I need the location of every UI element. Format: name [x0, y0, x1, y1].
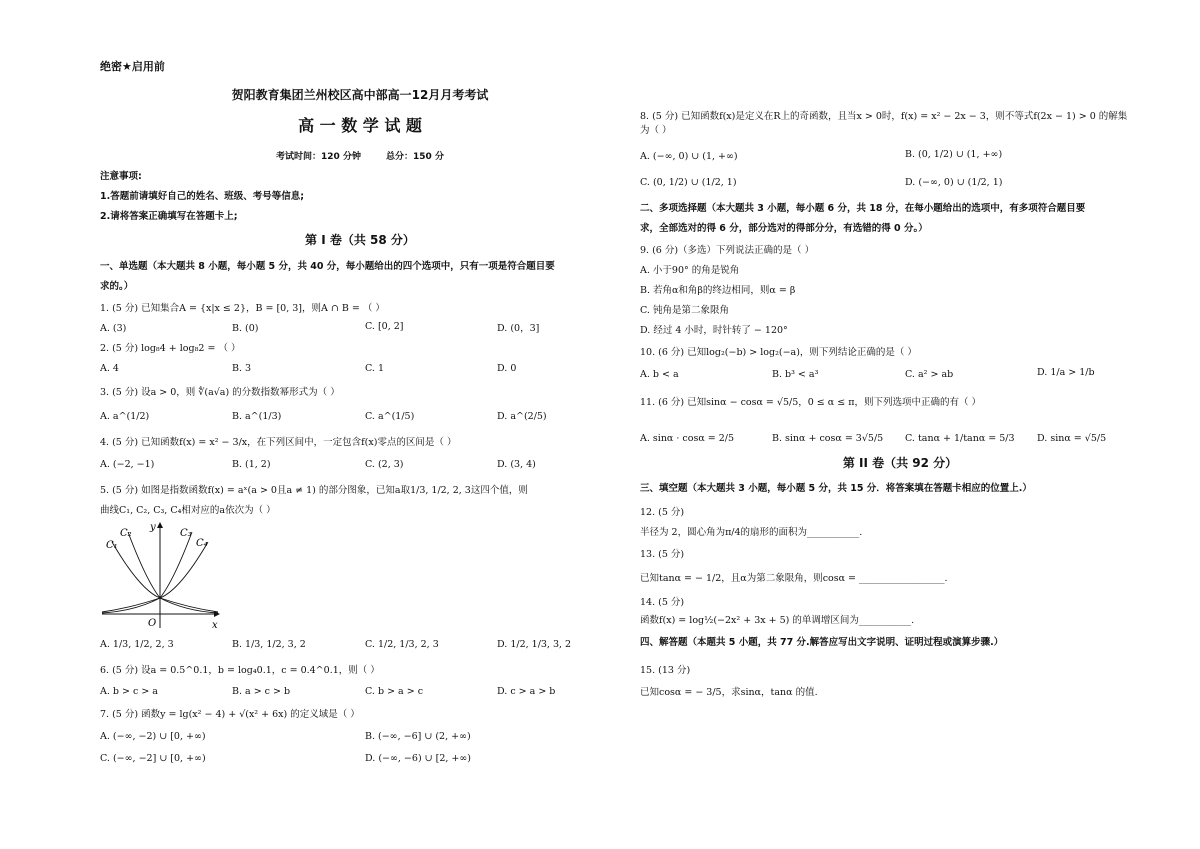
- q11-option-b: B. sinα + cosα = 3√5/5: [772, 433, 884, 444]
- label-c3: C₃: [180, 528, 192, 539]
- section2-heading-2: 求，全部选对的得 6 分，部分选对的得部分分，有选错的得 0 分。）: [640, 223, 928, 234]
- q10-option-c: C. a² > ab: [905, 369, 954, 380]
- exponential-graph: [100, 520, 225, 632]
- subject-title: 高 一 数 学 试 题: [298, 116, 422, 135]
- q12-header: 12. (5 分): [640, 507, 685, 518]
- q4-option-d: D. (3, 4): [497, 459, 536, 470]
- q9-option-c: C. 钝角是第二象限角: [640, 305, 729, 316]
- q9-option-a: A. 小于90° 的角是锐角: [640, 265, 740, 276]
- q1-stem: 1. (5 分) 已知集合A = {x|x ≤ 2}，B = [0, 3]，则A ∩ B = （ ）: [100, 303, 385, 314]
- q5-stem-2: 曲线C₁, C₂, C₃, C₄相对应的a依次为（ ）: [100, 505, 276, 516]
- q2-stem: 2. (5 分) log₈4 + log₈2 = （ ）: [100, 343, 241, 354]
- q15-body: 已知cosα = − 3/5，求sinα，tanα 的值.: [640, 687, 818, 698]
- q4-option-a: A. (−2, −1): [100, 459, 155, 470]
- label-x: x: [212, 620, 218, 631]
- part1-title: 第 I 卷（共 58 分）: [305, 233, 415, 247]
- q1-option-a: A. (3): [100, 323, 127, 334]
- label-c2: C₂: [120, 528, 132, 539]
- time-info: 考试时间：120 分钟 总分：150 分: [276, 152, 444, 162]
- q3-option-a: A. a^(1/2): [100, 411, 150, 422]
- q15-header: 15. (13 分): [640, 665, 691, 676]
- q7-stem: 7. (5 分) 函数y = lg(x² − 4) + √(x² + 6x) 的定义域是（ ）: [100, 709, 360, 720]
- q3-option-b: B. a^(1/3): [232, 411, 282, 422]
- part2-title: 第 II 卷（共 92 分）: [842, 456, 958, 470]
- q10-option-b: B. b³ < a³: [772, 369, 819, 380]
- q8-option-d: D. (−∞, 0) ∪ (1/2, 1): [905, 177, 1003, 188]
- q5-option-b: B. 1/3, 1/2, 3, 2: [232, 639, 306, 650]
- label-c4: C₄: [196, 538, 208, 549]
- school-title: 贺阳教育集团兰州校区高中部高一12月月考考试: [231, 88, 489, 102]
- q11-option-a: A. sinα · cosα = 2/5: [640, 433, 735, 444]
- q2-option-c: C. 1: [365, 363, 385, 374]
- section1-heading-2: 求的。）: [100, 281, 134, 292]
- q7-option-a: A. (−∞, −2) ∪ [0, +∞): [100, 731, 206, 742]
- section2-heading-1: 二、多项选择题（本大题共 3 小题，每小题 6 分，共 18 分，在每小题给出的选项中，有多项符合题目要: [640, 203, 1086, 214]
- q2-option-a: A. 4: [100, 363, 119, 374]
- q10-option-d: D. 1/a > 1/b: [1037, 367, 1095, 378]
- q8-option-c: C. (0, 1/2) ∪ (1/2, 1): [640, 177, 737, 188]
- q11-stem: 11. (6 分) 已知sinα − cosα = √5/5，0 ≤ α ≤ π，则下列选项中正确的有（ ）: [640, 397, 981, 408]
- q13-header: 13. (5 分): [640, 549, 685, 560]
- q5-option-d: D. 1/2, 1/3, 3, 2: [497, 639, 572, 650]
- q2-option-b: B. 3: [232, 363, 252, 374]
- q13-body: 已知tanα = − 1/2，且α为第二象限角，则cosα = __________________.: [640, 573, 948, 584]
- q3-stem: 3. (5 分) 设a > 0，则 ∜(a√a) 的分数指数幂形式为（ ）: [100, 387, 340, 398]
- q6-option-a: A. b > c > a: [100, 686, 158, 697]
- q5-option-c: C. 1/2, 1/3, 2, 3: [365, 639, 439, 650]
- notice-title: 注意事项:: [100, 171, 142, 182]
- q1-option-c: C. [0, 2]: [365, 321, 404, 332]
- secret-label: 绝密★启用前: [100, 60, 165, 73]
- q7-option-c: C. (−∞, −2] ∪ [0, +∞): [100, 753, 206, 764]
- q14-header: 14. (5 分): [640, 597, 685, 608]
- q6-option-b: B. a > c > b: [232, 686, 291, 697]
- label-origin: O: [148, 618, 157, 629]
- notice-2: 2.请将答案正确填写在答题卡上;: [100, 211, 238, 222]
- q1-option-b: B. (0): [232, 323, 259, 334]
- q3-option-d: D. a^(2/5): [497, 411, 547, 422]
- q4-option-b: B. (1, 2): [232, 459, 271, 470]
- q6-option-c: C. b > a > c: [365, 686, 424, 697]
- q5-stem-1: 5. (5 分) 如图是指数函数f(x) = aˣ(a > 0且a ≠ 1) 的部分图象，已知a取1/3, 1/2, 2, 3这四个值，则: [100, 485, 528, 496]
- q4-option-c: C. (2, 3): [365, 459, 404, 470]
- q10-option-a: A. b < a: [640, 369, 679, 380]
- q8-stem-2: 为（ ）: [640, 125, 672, 136]
- q8-option-a: A. (−∞, 0) ∪ (1, +∞): [640, 151, 738, 162]
- q2-option-d: D. 0: [497, 363, 517, 374]
- q7-option-b: B. (−∞, −6] ∪ (2, +∞): [365, 731, 471, 742]
- q8-option-b: B. (0, 1/2) ∪ (1, +∞): [905, 149, 1003, 160]
- notice-1: 1.答题前请填好自己的姓名、班级、考号等信息;: [100, 191, 305, 202]
- section1-heading-1: 一、单选题（本大题共 8 小题，每小题 5 分，共 40 分，每小题给出的四个选项中，只有一项是符合题目要: [100, 261, 555, 272]
- q4-stem: 4. (5 分) 已知函数f(x) = x² − 3/x，在下列区间中，一定包含f(x)零点的区间是（ ）: [100, 437, 457, 448]
- q7-option-d: D. (−∞, −6) ∪ [2, +∞): [365, 753, 472, 764]
- q9-option-b: B. 若角α和角β的终边相同，则α = β: [640, 285, 796, 296]
- q11-option-d: D. sinα = √5/5: [1037, 433, 1107, 444]
- q10-stem: 10. (6 分) 已知log₂(−b) > log₂(−a)，则下列结论正确的是（ ）: [640, 347, 917, 358]
- q14-body: 函数f(x) = log½(−2x² + 3x + 5) 的单调增区间为___________.: [640, 615, 915, 626]
- q6-option-d: D. c > a > b: [497, 686, 556, 697]
- q8-stem-1: 8. (5 分) 已知函数f(x)是定义在R上的奇函数，且当x > 0时，f(x) = x² − 2x − 3，则不等式f(2x − 1) > 0 的解集: [640, 111, 1128, 122]
- q5-option-a: A. 1/3, 1/2, 2, 3: [100, 639, 174, 650]
- q3-option-c: C. a^(1/5): [365, 411, 415, 422]
- section3-heading: 三、填空题（本大题共 3 小题，每小题 5 分，共 15 分．将答案填在答题卡相应的位置上.）: [640, 483, 1032, 494]
- q12-body: 半径为 2，圆心角为π/4的扇形的面积为___________.: [640, 527, 863, 538]
- q6-stem: 6. (5 分) 设a = 0.5^0.1，b = log₄0.1，c = 0.4^0.1，则（ ）: [100, 665, 380, 676]
- section4-heading: 四、解答题（本题共 5 小题，共 77 分.解答应写出文字说明、证明过程或演算步骤.）: [640, 637, 1004, 648]
- q11-option-c: C. tanα + 1/tanα = 5/3: [905, 433, 1015, 444]
- q9-stem: 9. (6 分)（多选）下列说法正确的是（ ）: [640, 245, 815, 256]
- q1-option-d: D. (0，3]: [497, 323, 540, 334]
- label-y: y: [150, 522, 156, 533]
- q9-option-d: D. 经过 4 小时，时针转了 − 120°: [640, 325, 788, 336]
- label-c1: C₁: [106, 540, 118, 551]
